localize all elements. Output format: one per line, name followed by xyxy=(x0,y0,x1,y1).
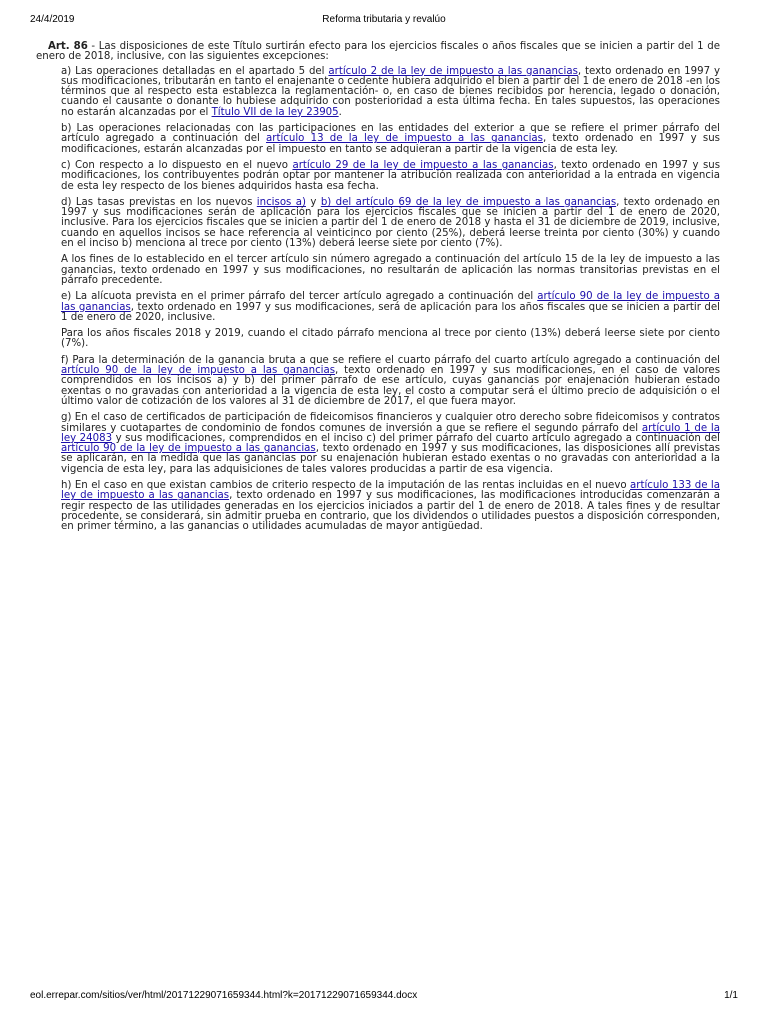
paragraph-text: g) En el caso de certificados de participación de fideicomisos financieros y cualquier otro derecho sobre fideicomisos y contratos similares y cuotapartes de condominio de fondos comunes de inversión a que se refiere el segundo párrafo del xyxy=(61,412,720,434)
article-intro xyxy=(36,42,720,63)
paragraph-e-note: Para los años fiscales 2018 y 2019, cuando el citado párrafo menciona al trece por ciento (13%) deberá leerse siete por ciento (7%). xyxy=(61,328,720,350)
link-articulo-2-ganancias[interactable]: artículo 2 de la ley de impuesto a las ganancias xyxy=(328,65,578,77)
link-articulo-133-ganancias[interactable]: artículo 133 de la ley de impuesto a las ganancias xyxy=(61,479,720,502)
page-url: eol.errepar.com/sitios/ver/html/20171229071659344.html?k=20171229071659344.docx xyxy=(30,990,418,1001)
paragraph-text: h) En el caso en que existan cambios de criterio respecto de la imputación de las rentas incluidas en el nuevo xyxy=(61,479,631,491)
link-articulo-90-ganancias[interactable]: artículo 90 de la ley de impuesto a las ganancias xyxy=(61,443,316,455)
paragraph-text: b) Las operaciones relacionadas con las participaciones en las entidades del exterior a que se refiere el primer párrafo del artículo agregado a continuación del xyxy=(61,123,720,145)
paragraph-d xyxy=(36,198,720,249)
paragraph-b xyxy=(36,124,720,155)
paragraph-text: e) La alícuota prevista en el primer párrafo del tercer artículo agregado a continuación del xyxy=(61,291,538,303)
paragraph-text: , texto ordenado en 1997 y sus modificaciones, las modificaciones introducidas comenzarán a regir respecto de las utilidades generadas en los ejercicios iniciados a partir del 1 de enero de 2018. A tales fines y de resultar procedente, se considerará, sin admitir prueba en contrario, que los dividendos o utilidades puestos a disposición corresponden, en primer término, a las ganancias o utilidades acumuladas de mayor antigüedad. xyxy=(61,490,720,533)
paragraph-text: d) Las tasas previstas en los nuevos xyxy=(61,196,257,208)
document-title: Reforma tributaria y revalúo xyxy=(322,14,446,25)
link-articulo-69-ganancias[interactable]: b) del artículo 69 de la ley de impuesto a las ganancias xyxy=(320,196,617,208)
paragraph-f xyxy=(36,356,720,407)
paragraph-text: y xyxy=(305,196,321,208)
paragraph-text: , texto ordenado en 1997 y sus modificaciones, los contribuyentes podrán optar por mantener la atribución realizada con anterioridad a la entrada en vigencia de esta ley respecto de los bienes adquiridos hasta esa fecha. xyxy=(61,159,721,192)
link-titulo-vii-ley-23905[interactable]: Título VII de la ley 23905 xyxy=(211,106,339,118)
paragraph-a xyxy=(36,67,720,118)
link-articulo-29-ganancias[interactable]: artículo 29 de la ley de impuesto a las ganancias xyxy=(292,159,554,171)
paragraph-text: , texto ordenado en 1997 y sus modificaciones serán de aplicación para los ejercicios fiscales que se inicien a partir del 1 de enero de 2020, inclusive. Para los ejercicios fiscales que se inicien a partir del 1 de enero de 2018 y hasta el 31 de diciembre de 2019, inclusive, cuando en aquellos incisos se hace referencia al veinticinco por ciento (25%), deberá leerse treinta por ciento (30%) y cuando en el inciso b) menciona al trece por ciento (13%) deberá leerse siete por ciento (7%). xyxy=(61,196,721,250)
article-intro-text: - Las disposiciones de este Título surtirán efecto para los ejercicios fiscales o años fiscales que se inicien a partir del 1 de enero de 2018, inclusive, con las siguientes excepciones: xyxy=(36,41,720,63)
page-number: 1/1 xyxy=(724,990,738,1001)
link-articulo-13-ganancias[interactable]: artículo 13 de la ley de impuesto a las ganancias xyxy=(266,133,543,145)
paragraph-text: f) Para la determinación de la ganancia bruta a que se refiere el cuarto párrafo del cuarto artículo agregado a continuación del xyxy=(61,354,720,366)
paragraph-text: , texto ordenado en 1997 y sus modificaciones, en el caso de valores comprendidos en los incisos a) y b) del primer párrafo de ese artículo, cuyas ganancias por enajenación hubieran estado exentas o no gravadas con anterioridad a la vigencia de esta ley, el costo a computar será el último precio de adquisición o el último valor de cotización de los valores al 31 de diciembre de 2017, el que fuera mayor. xyxy=(61,365,720,407)
paragraph-text: , texto ordenado en 1997 y sus modificaciones, estarán alcanzadas por el impuesto en tanto se adquieran a partir de la vigencia de esta ley. xyxy=(61,133,720,155)
paragraph-text: , texto ordenado en 1997 y sus modificaciones, las disposiciones allí previstas se aplicarán, en la medida que las ganancias por su enajenación hubieran estado exentas o no gravadas con anterioridad a la vigencia de esta ley, para las adquisiciones de tales valores producidas a partir de esa vigencia. xyxy=(61,443,720,475)
link-articulo-1-ley-24083[interactable]: artículo 1 de la ley 24083 xyxy=(61,422,720,444)
paragraph-e xyxy=(36,292,720,323)
link-incisos-a[interactable]: incisos a) xyxy=(256,196,306,208)
print-header xyxy=(30,14,738,28)
paragraph-d-note: A los fines de lo establecido en el tercer artículo sin número agregado a continuación del artículo 15 de la ley de impuesto a las ganancias, texto ordenado en 1997 y sus modificaciones, no resultarán de aplicación las normas transitorias previstas en el párrafo precedente. xyxy=(61,254,720,286)
paragraph-h xyxy=(36,481,720,532)
paragraph-text: , texto ordenado en 1997 y sus modificaciones, tributarán en tanto el enajenante o cedente hubiera adquirido el bien a partir del 1 de enero de 2018 -en los términos que al respecto esta establezca la reglamentación- o, en caso de bienes recibidos por herencia, legado o donación, cuando el causante o donante lo hubiese adquirido con posterioridad a esta última fecha. En tales supuestos, las operaciones no estarán alcanzadas por el xyxy=(61,65,721,118)
link-articulo-90-ganancias[interactable]: artículo 90 de la ley de impuesto a las ganancias xyxy=(61,291,720,313)
print-date: 24/4/2019 xyxy=(30,14,75,25)
paragraph-text: . xyxy=(338,106,342,118)
paragraph-g xyxy=(36,413,720,475)
paragraph-text: c) Con respecto a lo dispuesto en el nuevo xyxy=(61,159,293,171)
article-body xyxy=(36,42,720,538)
link-articulo-90-ganancias[interactable]: artículo 90 de la ley de impuesto a las ganancias xyxy=(61,365,336,377)
article-label: Art. 86 xyxy=(48,41,88,52)
paragraph-text: , texto ordenado en 1997 y sus modificaciones, será de aplicación para los años fiscales que se inicien a partir del 1 de enero de 2020, inclusive. xyxy=(61,301,720,323)
print-footer xyxy=(30,990,738,1004)
paragraph-text: a) Las operaciones detalladas en el apartado 5 del xyxy=(61,65,329,77)
paragraph-text: y sus modificaciones, comprendidos en el inciso c) del primer párrafo del cuarto artículo agregado a continuación del xyxy=(112,432,720,444)
paragraph-c xyxy=(36,161,720,192)
